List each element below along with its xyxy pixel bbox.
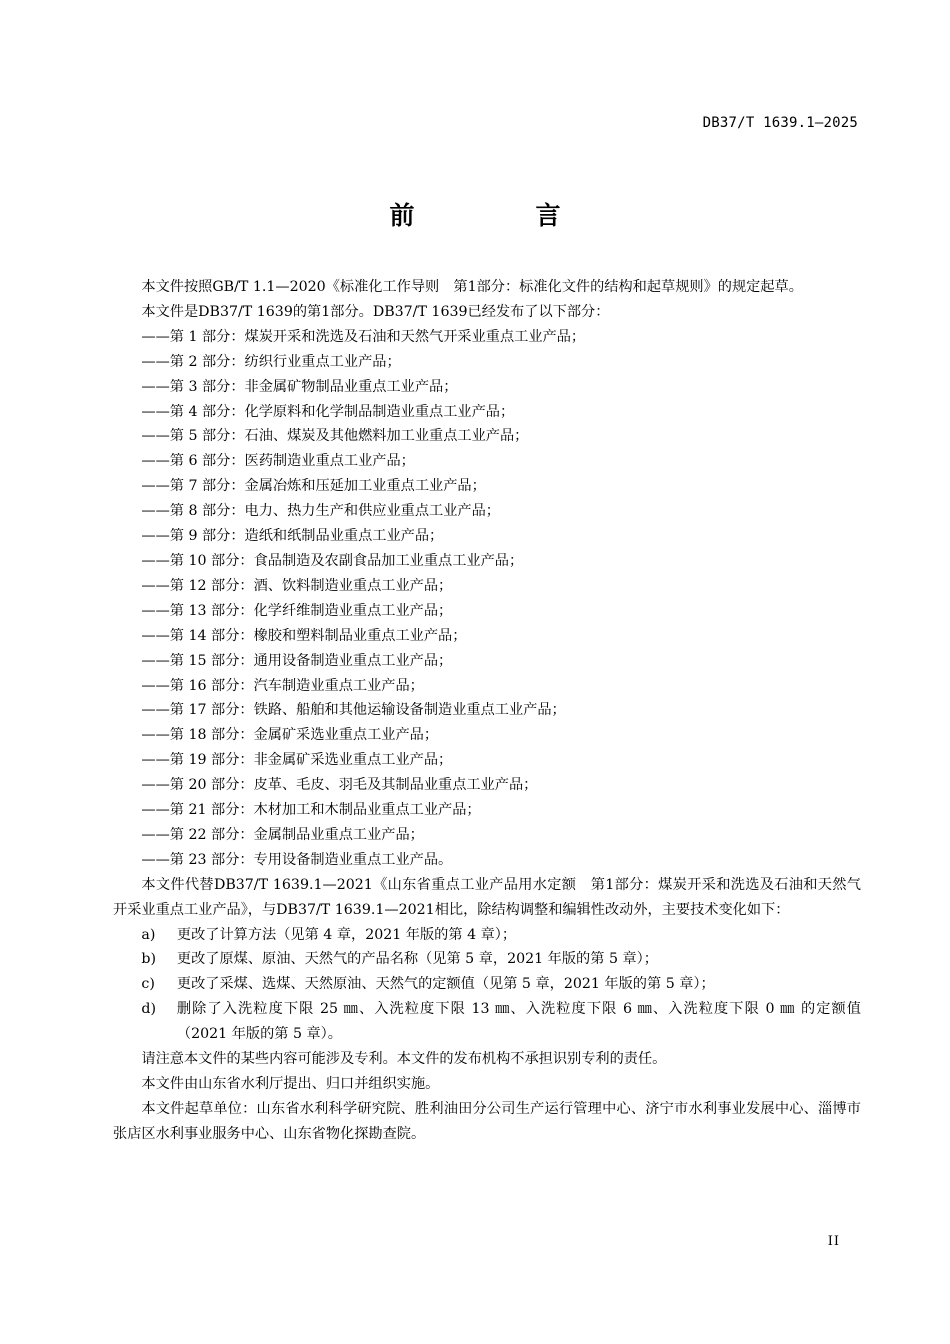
list-item: ——第 19 部分：非金属矿采选业重点工业产品； — [141, 752, 453, 769]
page-title: 前 言 — [389, 201, 609, 230]
list-marker: a) — [141, 926, 156, 943]
list-item: ——第 3 部分：非金属矿物制品业重点工业产品； — [141, 378, 458, 395]
list-text: 更改了采煤、选煤、天然原油、天然气的定额值（见第 5 章，2021 年版的第 5 章）； — [176, 976, 715, 993]
page-number: II — [827, 1234, 840, 1249]
list-item: ——第 17 部分：铁路、船舶和其他运输设备制造业重点工业产品； — [141, 702, 566, 719]
list-item: ——第 6 部分：医药制造业重点工业产品； — [141, 453, 415, 470]
list-item: ——第 13 部分：化学纤维制造业重点工业产品； — [141, 602, 453, 619]
list-marker: c) — [141, 976, 155, 993]
change-item-b — [113, 947, 861, 972]
change-item-c — [113, 972, 861, 997]
list-item: ——第 9 部分：造纸和纸制品业重点工业产品； — [141, 528, 444, 545]
list-item: ——第 18 部分：金属矿采选业重点工业产品； — [141, 727, 439, 744]
list-item: ——第 21 部分：木材加工和木制品业重点工业产品； — [141, 802, 481, 819]
changes-list — [113, 923, 861, 1048]
list-item: ——第 23 部分：专用设备制造业重点工业产品。 — [141, 851, 453, 868]
list-item: ——第 15 部分：通用设备制造业重点工业产品； — [141, 652, 453, 669]
paragraph-replacement: 本文件代替DB37/T 1639.1—2021《山东省重点工业产品用水定额 第1部分：煤炭开采和洗选及石油和天然气开采业重点工业产品》，与DB37/T 1639.1—2021相比，除结构调整和编辑性改动外，主要技术变化如下： — [113, 876, 861, 918]
list-marker: d) — [141, 1001, 157, 1018]
list-text: 更改了原煤、原油、天然气的产品名称（见第 5 章，2021 年版的第 5 章）； — [176, 951, 658, 968]
change-item-d — [113, 997, 861, 1047]
parts-list — [113, 325, 861, 873]
paragraph-drafting-units: 本文件起草单位：山东省水利科学研究院、胜利油田分公司生产运行管理中心、济宁市水利事业发展中心、淄博市张店区水利事业服务中心、山东省物化探勘查院。 — [113, 1100, 861, 1142]
document-code: DB37/T 1639.1—2025 — [702, 115, 858, 131]
list-text: 更改了计算方法（见第 4 章，2021 年版的第 4 章）； — [176, 926, 517, 943]
list-item: ——第 10 部分：食品制造及农副食品加工业重点工业产品； — [141, 552, 524, 569]
list-item: ——第 7 部分：金属冶炼和压延加工业重点工业产品； — [141, 478, 486, 495]
list-item: ——第 2 部分：纺织行业重点工业产品； — [141, 353, 401, 370]
list-item: ——第 22 部分：金属制品业重点工业产品； — [141, 826, 424, 843]
list-item: ——第 14 部分：橡胶和塑料制品业重点工业产品； — [141, 627, 467, 644]
list-item: ——第 4 部分：化学原料和化学制品制造业重点工业产品； — [141, 403, 515, 420]
list-marker: b) — [141, 951, 157, 968]
change-item-a — [113, 923, 861, 948]
paragraph-parts-intro: 本文件是DB37/T 1639的第1部分。DB37/T 1639已经发布了以下部分： — [141, 303, 610, 320]
list-item: ——第 5 部分：石油、煤炭及其他燃料加工业重点工业产品； — [141, 428, 529, 445]
list-item: ——第 16 部分：汽车制造业重点工业产品； — [141, 677, 424, 694]
list-item: ——第 8 部分：电力、热力生产和供应业重点工业产品； — [141, 503, 500, 520]
paragraph-drafting-rules: 本文件按照GB/T 1.1—2020《标准化工作导则 第1部分：标准化文件的结构和起草规则》的规定起草。 — [141, 279, 803, 295]
preface-body — [113, 275, 861, 1147]
paragraph-patent-notice: 请注意本文件的某些内容可能涉及专利。本文件的发布机构不承担识别专利的责任。 — [141, 1051, 667, 1068]
list-text: 删除了入洗粒度下限 25 ㎜、入洗粒度下限 13 ㎜、入洗粒度下限 6 ㎜、入洗粒度下限 0 ㎜ 的定额值（2021 年版的第 5 章）。 — [176, 1001, 861, 1043]
list-item: ——第 20 部分：皮革、毛皮、羽毛及其制品业重点工业产品； — [141, 777, 538, 794]
list-item: ——第 1 部分：煤炭开采和洗选及石油和天然气开采业重点工业产品； — [141, 328, 586, 345]
list-item: ——第 12 部分：酒、饮料制造业重点工业产品； — [141, 577, 453, 594]
paragraph-proposer: 本文件由山东省水利厅提出、归口并组织实施。 — [141, 1076, 440, 1092]
